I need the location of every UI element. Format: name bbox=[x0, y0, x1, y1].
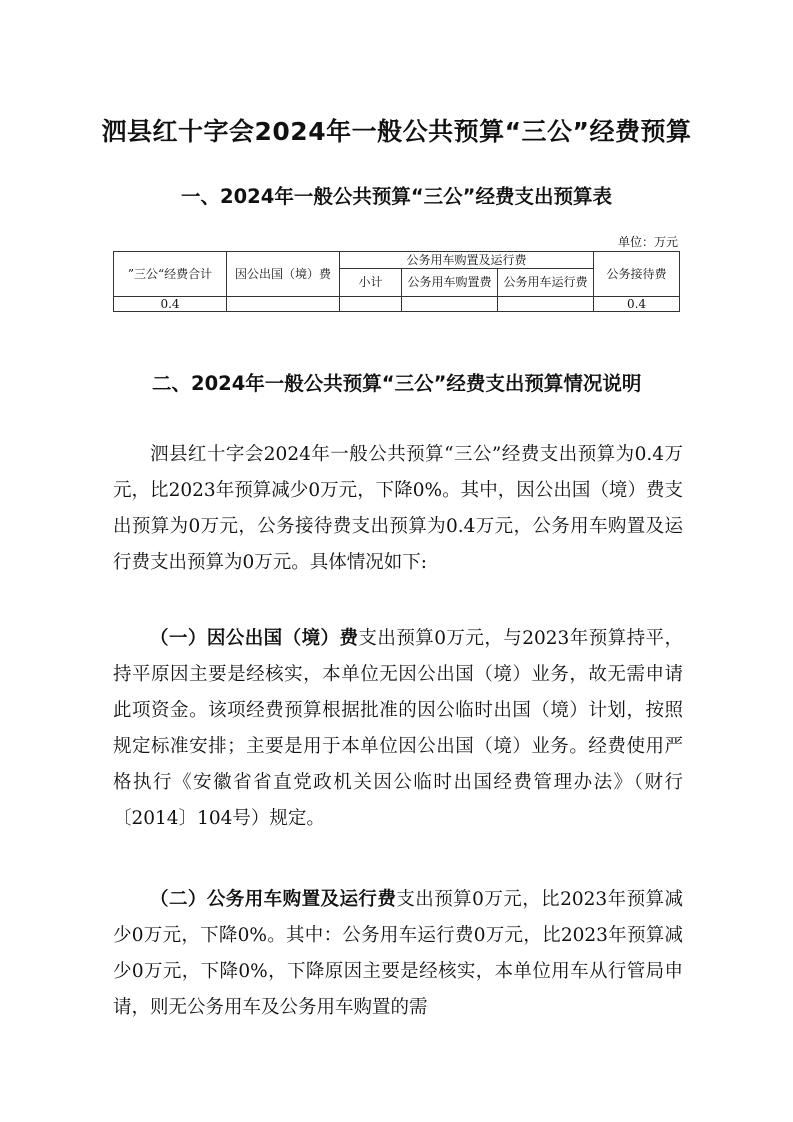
paragraph-vehicle bbox=[113, 882, 683, 1026]
table-row bbox=[114, 297, 680, 312]
cell-abroad bbox=[227, 297, 340, 312]
header-vehicle-group: 公务用车购置及运行费 bbox=[340, 252, 594, 269]
paragraph-abroad bbox=[113, 621, 683, 837]
paragraph-vehicle-text: 支出预算0万元，比2023年预算减少0万元，下降0%。其中：公务用车运行费0万元，比2023年预算减少0万元，下降0%，下降原因主要是经核实，本单位用车从行管局申请，则无公务用车及公务用车购置的需 bbox=[113, 889, 683, 1018]
cell-subtotal bbox=[340, 297, 402, 312]
header-vehicle-operation: 公务用车运行费 bbox=[498, 269, 594, 297]
paragraph-summary: 泗县红十字会2024年一般公共预算“三公”经费支出预算为0.4万元，比2023年预算减少0万元，下降0%。其中，因公出国（境）费支出预算为0万元，公务接待费支出预算为0.4万元，公务用车购置及运行费支出预算为0万元。具体情况如下: bbox=[113, 444, 683, 573]
header-reception: 公务接待费 bbox=[594, 252, 680, 297]
cell-reception: 0.4 bbox=[594, 297, 680, 312]
document-title: 泗县红十字会2024年一般公共预算“三公”经费预算 bbox=[101, 117, 692, 146]
cell-vehicle-operation bbox=[498, 297, 594, 312]
paragraph-abroad-text: 支出预算0万元，与2023年预算持平，持平原因主要是经核实，本单位无因公出国（境）业务，故无需申请此项资金。该项经费预算根据批准的因公临时出国（境）计划，按照规定标准安排；主要是用于本单位因公出国（境）业务。经费使用严格执行《安徽省省直党政机关因公临时出国经费管理办法》（财行〔2014〕104号）规定。 bbox=[113, 628, 683, 829]
budget-table bbox=[113, 251, 680, 312]
cell-vehicle-purchase bbox=[402, 297, 498, 312]
header-total: ”三公“经费合计 bbox=[114, 252, 227, 297]
unit-label: 单位：万元 bbox=[617, 235, 678, 249]
section-heading-budget-table: 一、2024年一般公共预算“三公”经费支出预算表 bbox=[181, 185, 612, 208]
header-subtotal: 小计 bbox=[340, 269, 402, 297]
paragraph-vehicle-heading: （二）公务用车购置及运行费 bbox=[150, 889, 397, 910]
header-vehicle-purchase: 公务用车购置费 bbox=[402, 269, 498, 297]
table-header-row bbox=[114, 252, 680, 269]
header-abroad: 因公出国（境）费 bbox=[227, 252, 340, 297]
section-heading-explanation: 二、2024年一般公共预算“三公”经费支出预算情况说明 bbox=[152, 372, 642, 395]
paragraph-abroad-heading: （一）因公出国（境）费 bbox=[150, 628, 359, 649]
cell-total: 0.4 bbox=[114, 297, 227, 312]
